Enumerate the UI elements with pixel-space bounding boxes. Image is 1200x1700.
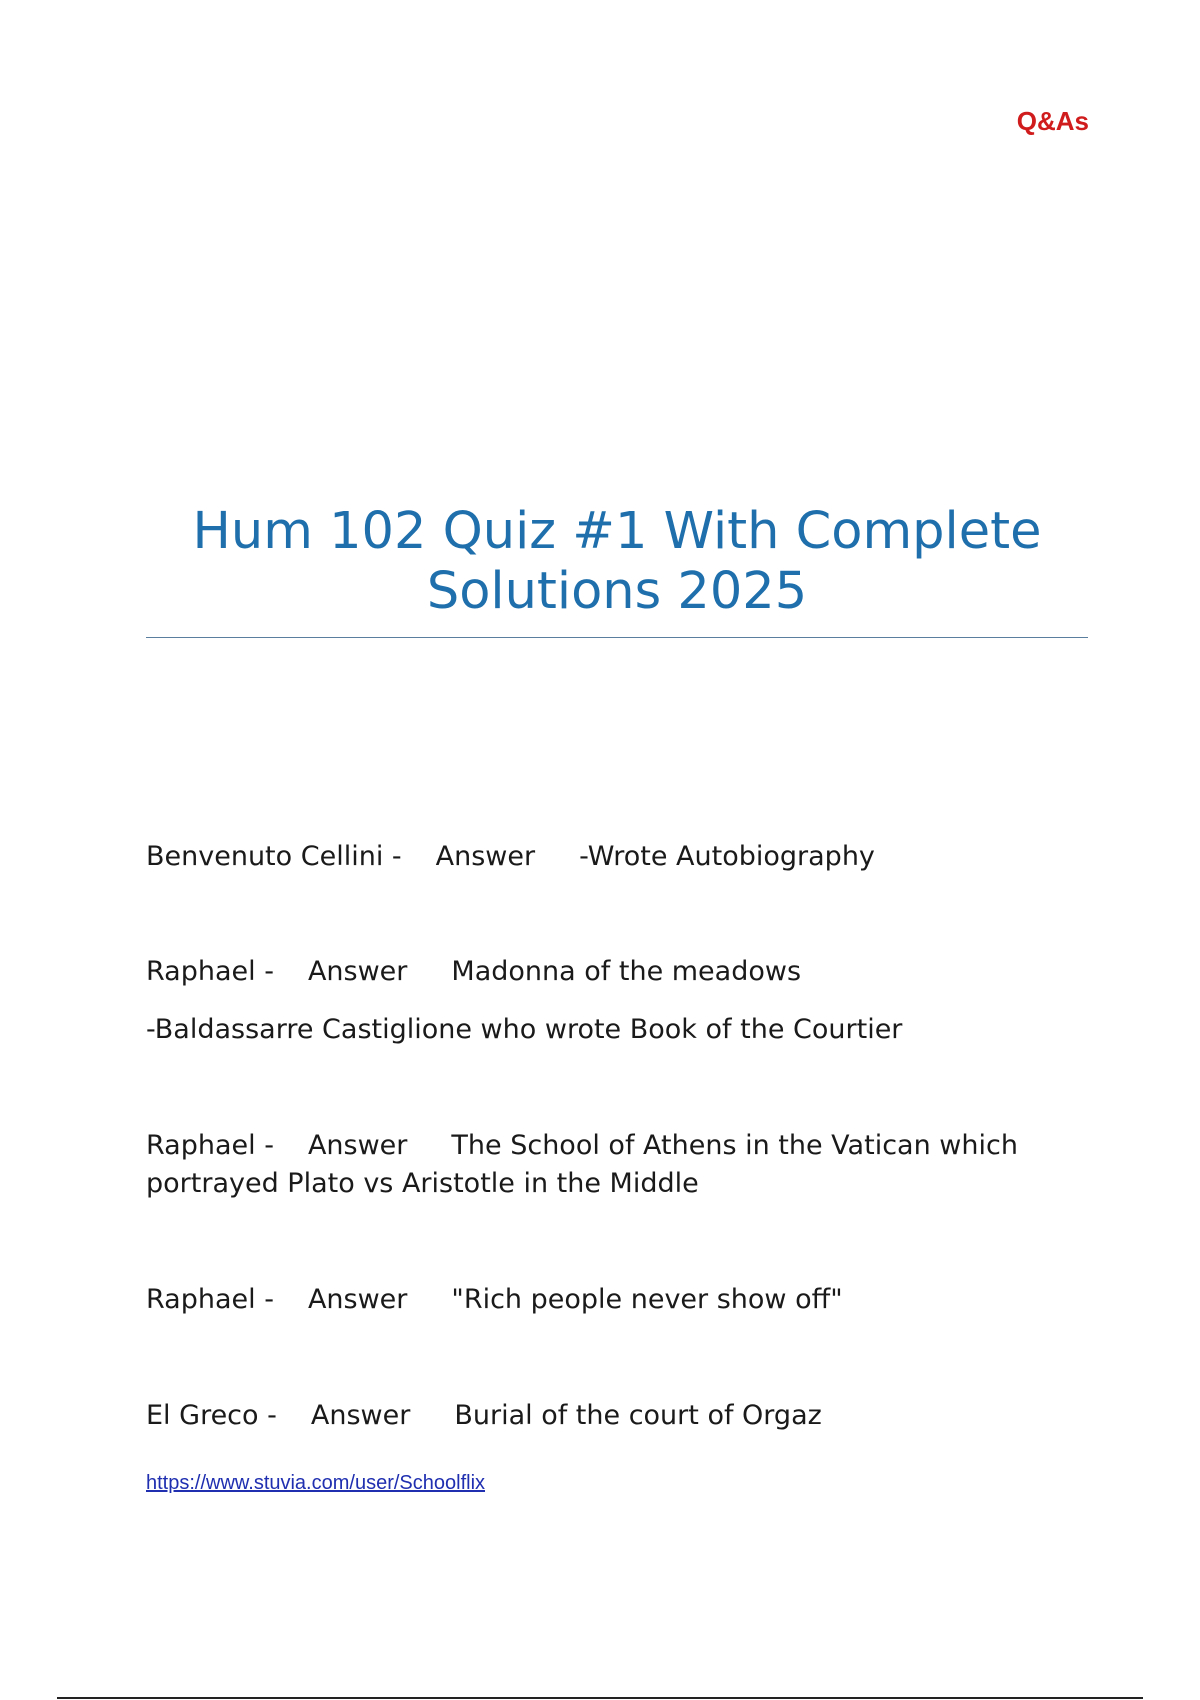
qa-item xyxy=(146,1397,822,1435)
qa-answer-label: Answer xyxy=(435,841,536,872)
qa-answer-label: Answer xyxy=(307,1130,408,1161)
qa-term: El Greco - xyxy=(146,1400,277,1431)
title-line-1: Hum 102 Quiz #1 With Complete xyxy=(192,502,1042,561)
qa-item xyxy=(146,1281,843,1319)
qa-answer: Burial of the court of Orgaz xyxy=(454,1400,822,1431)
qa-answer-label: Answer xyxy=(307,1284,408,1315)
qa-answer: The School of Athens in the Vatican which portrayed Plato vs Aristotle in the Middle xyxy=(146,1130,1018,1199)
title-line-2: Solutions 2025 xyxy=(426,562,808,621)
qa-answer-label: Answer xyxy=(310,1400,411,1431)
qa-item xyxy=(146,953,801,991)
document-title xyxy=(146,502,1088,622)
title-block xyxy=(146,502,1088,622)
qa-term: Raphael - xyxy=(146,1284,274,1315)
qa-answer: "Rich people never show off" xyxy=(451,1284,843,1315)
qa-answer: -Wrote Autobiography xyxy=(579,841,875,872)
qa-item xyxy=(146,838,875,876)
qa-answer: Madonna of the meadows xyxy=(451,956,802,987)
title-divider xyxy=(146,637,1088,638)
qa-answer-label: Answer xyxy=(307,956,408,987)
qa-term: Benvenuto Cellini - xyxy=(146,841,402,872)
qa-item xyxy=(146,1127,1096,1203)
qa-answer-continuation: -Baldassarre Castiglione who wrote Book of the Courtier xyxy=(146,1014,903,1045)
footer-divider xyxy=(57,1697,1143,1699)
qas-header-tag: Q&As xyxy=(1016,106,1089,136)
qa-term: Raphael - xyxy=(146,1130,274,1161)
qa-term: Raphael - xyxy=(146,956,274,987)
stuvia-source-link[interactable]: https://www.stuvia.com/user/Schoolflix xyxy=(146,1472,486,1494)
